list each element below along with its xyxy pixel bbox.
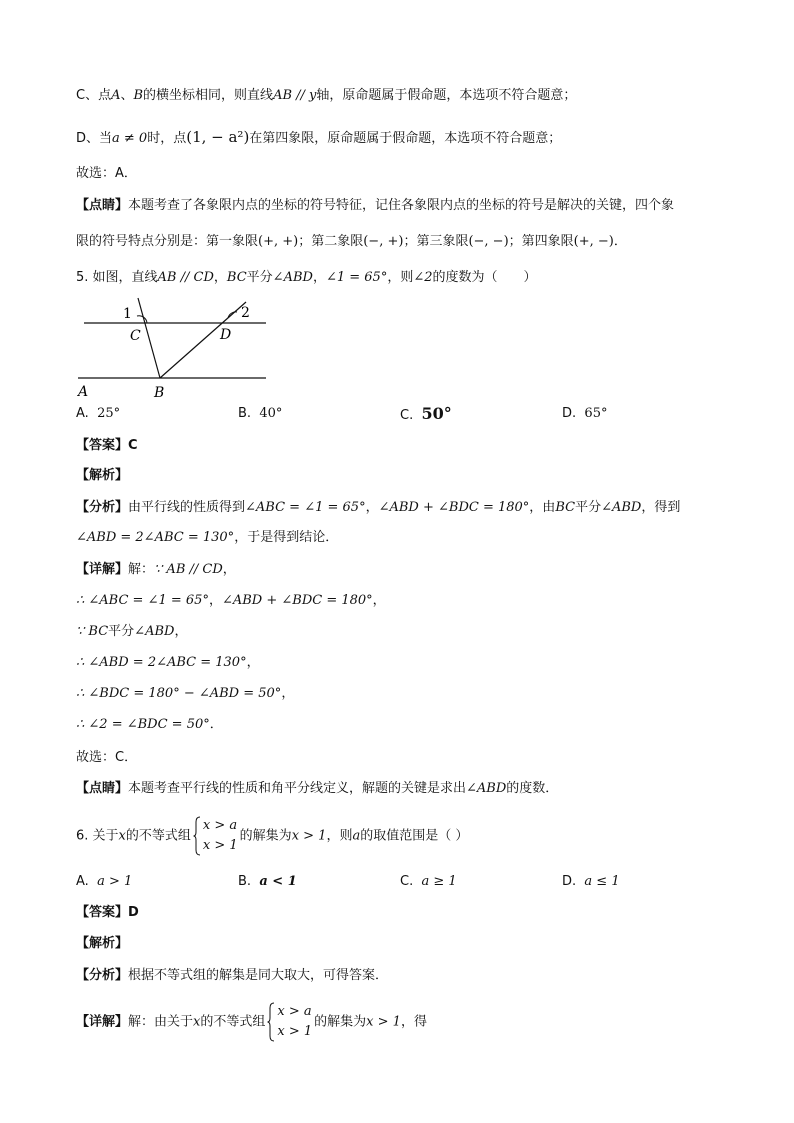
left-brace-icon (193, 816, 201, 856)
q5-fenxi: 【分析】由平行线的性质得到∠ABC = ∠1 = 65°，∠ABD + ∠BDC = 180°，由BC平分∠ABD，得到 (76, 500, 681, 515)
line-bd (160, 302, 246, 378)
q5-choose: 故选：C． (76, 750, 138, 765)
q5-option-c: C. 50° (400, 404, 452, 423)
text-line-dianjing: 【点睛】本题考查了各象限内点的坐标的符号特征，记住各象限内点的坐标的符号是解决的关键，四个象 (76, 198, 675, 213)
inequality-system: x > a x > 1 (193, 816, 238, 856)
text-line-choose-a: 故选：A． (76, 166, 137, 181)
angle-1-arc (137, 316, 147, 323)
label-point-b: B (154, 385, 165, 401)
question-5-stem: 5. 如图，直线AB // CD，BC平分∠ABD，∠1 = 65°，则∠2的度数为（ ） (76, 270, 537, 285)
q6-option-d: D. a ≤ 1 (562, 874, 620, 889)
label-angle-2: 2 (241, 305, 250, 321)
text-line-option-c: C、点A、B的横坐标相同，则直线AB // y轴，原命题属于假命题，本选项不符合题意； (76, 88, 577, 103)
q5-dianjing: 【点睛】本题考查平行线的性质和角平分线定义，解题的关键是求出∠ABD的度数． (76, 781, 559, 796)
q5-fenxi-continued: ∠ABD = 2∠ABC = 130°，于是得到结论． (76, 530, 339, 545)
q5-answer: 【答案】C (76, 438, 138, 453)
q5-xiangjie: 【详解】解：∵ AB // CD， (76, 562, 236, 577)
text-line-quadrants: 限的符号特点分别是：第一象限(+, +)；第二象限(−, +)；第三象限(−, −)；第四象限(+, −)． (76, 234, 627, 249)
parallel-lines-figure (70, 292, 280, 404)
q6-fenxi: 【分析】根据不等式组的解集是同大取大，可得答案． (76, 968, 389, 983)
text-line-option-d: D、当a ≠ 0时，点(1, − a²)在第四象限，原命题属于假命题，本选项不符合题意； (76, 128, 562, 146)
q5-step-3: ∴ ∠ABD = 2∠ABC = 130°， (76, 655, 260, 670)
q6-option-c: C. a ≥ 1 (400, 874, 457, 889)
q5-option-a: A. 25° (76, 406, 121, 421)
label-point-c: C (130, 328, 141, 344)
line-bc (138, 298, 160, 378)
q5-step-1: ∴ ∠ABC = ∠1 = 65°，∠ABD + ∠BDC = 180°， (76, 593, 386, 608)
q5-option-d: D. 65° (562, 406, 608, 421)
q6-option-a: A. a > 1 (76, 874, 133, 889)
inequality-system: x > a x > 1 (267, 1002, 312, 1042)
q5-jiexi-heading: 【解析】 (76, 468, 129, 483)
q6-answer: 【答案】D (76, 905, 139, 920)
q6-xiangjie: 【详解】解：由关于x的不等式组 x > a x > 1 的解集为x > 1，得 (76, 1002, 427, 1043)
q5-option-b: B. 40° (238, 406, 283, 421)
q5-step-4: ∴ ∠BDC = 180° − ∠ABD = 50°， (76, 686, 295, 701)
q5-step-2: ∵ BC平分∠ABD， (76, 624, 188, 639)
label-angle-1: 1 (123, 306, 132, 322)
label-point-a: A (78, 384, 89, 400)
q5-step-5: ∴ ∠2 = ∠BDC = 50°． (76, 717, 223, 732)
question-6-stem: 6. 关于x的不等式组 x > a x > 1 的解集为x > 1，则a的取值范围是（ ） (76, 816, 468, 857)
label-point-d: D (220, 327, 232, 343)
left-brace-icon (267, 1002, 275, 1042)
q6-option-b: B. a < 1 (238, 874, 297, 889)
q6-jiexi-heading: 【解析】 (76, 936, 129, 951)
